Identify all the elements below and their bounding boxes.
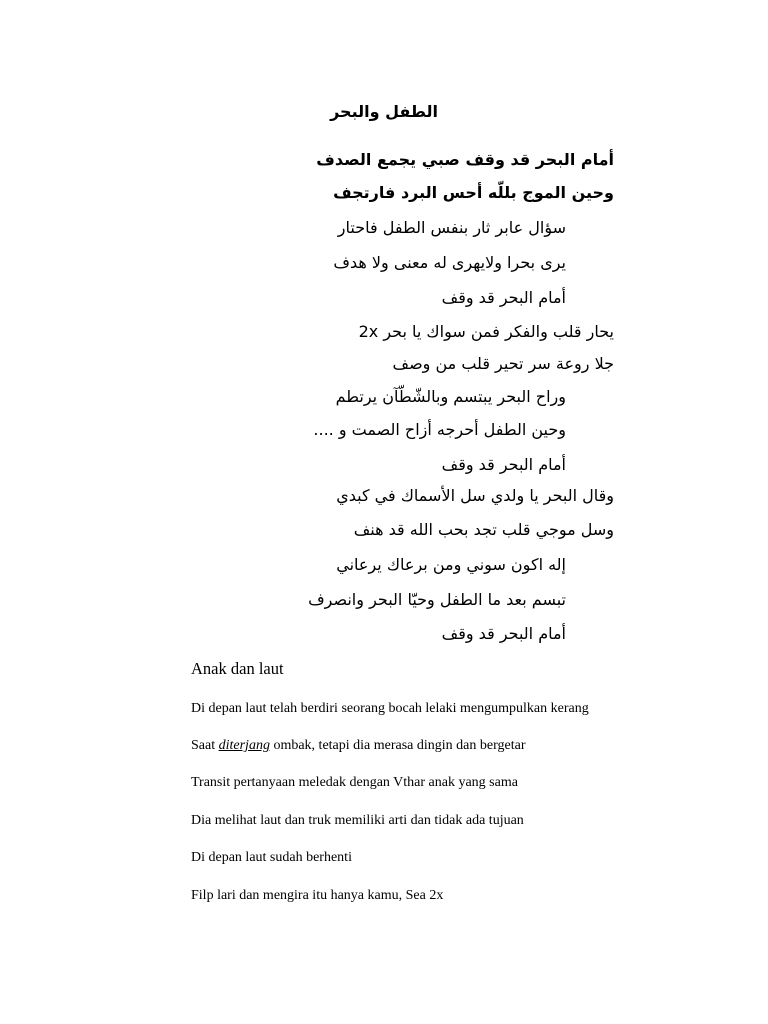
arabic-line: وحين الموج بللّه أحس البرد فارتجف — [333, 183, 614, 202]
translation-text: ombak, tetapi dia merasa dingin dan bergetar — [269, 738, 526, 753]
arabic-line: أمام البحر قد وقف — [441, 624, 566, 643]
arabic-line: أمام البحر قد وقف صبي يجمع الصدف — [316, 150, 614, 169]
arabic-line: سؤال عابر ثار بنفس الطفل فاحتار — [337, 218, 566, 237]
emphasized-word: diterjang — [218, 738, 270, 753]
translation-line: Di depan laut telah berdiri seorang bocah lelaki mengumpulkan kerang — [191, 701, 589, 716]
arabic-line: وحين الطفل أحرجه أزاح الصمت و .... — [313, 420, 566, 439]
arabic-line: وسل موجي قلب تجد بحب الله قد هنف — [353, 520, 614, 539]
translation-line: Di depan laut sudah berhenti — [191, 850, 352, 865]
arabic-line: إله اكون سوني ومن برعاك يرعاني — [336, 555, 566, 574]
translation-text: Saat — [191, 738, 219, 753]
translation-title: Anak dan laut — [191, 659, 284, 678]
arabic-line: جلا روعة سر تحير قلب من وصف — [392, 354, 614, 373]
arabic-line: تبسم بعد ما الطفل وحيّا البحر وانصرف — [308, 590, 566, 609]
arabic-title: الطفل والبحر — [330, 102, 438, 121]
arabic-line: وراح البحر يبتسم وبالشّطّآن يرتطم — [335, 387, 566, 406]
translation-line: Filp lari dan mengira itu hanya kamu, Sea 2x — [191, 888, 444, 903]
arabic-line: يحار قلب والفكر فمن سواك يا بحر 2x — [358, 322, 614, 341]
arabic-line: وقال البحر يا ولدي سل الأسماك في كبدي — [336, 486, 614, 505]
translation-line: Transit pertanyaan meledak dengan Vthar anak yang sama — [191, 775, 518, 790]
translation-line: Dia melihat laut dan truk memiliki arti dan tidak ada tujuan — [191, 813, 524, 828]
arabic-line: أمام البحر قد وقف — [441, 455, 566, 474]
arabic-line: أمام البحر قد وقف — [441, 288, 566, 307]
translation-line — [191, 737, 526, 755]
arabic-line: يرى بحرا ولايهرى له معنى ولا هدف — [333, 253, 566, 272]
